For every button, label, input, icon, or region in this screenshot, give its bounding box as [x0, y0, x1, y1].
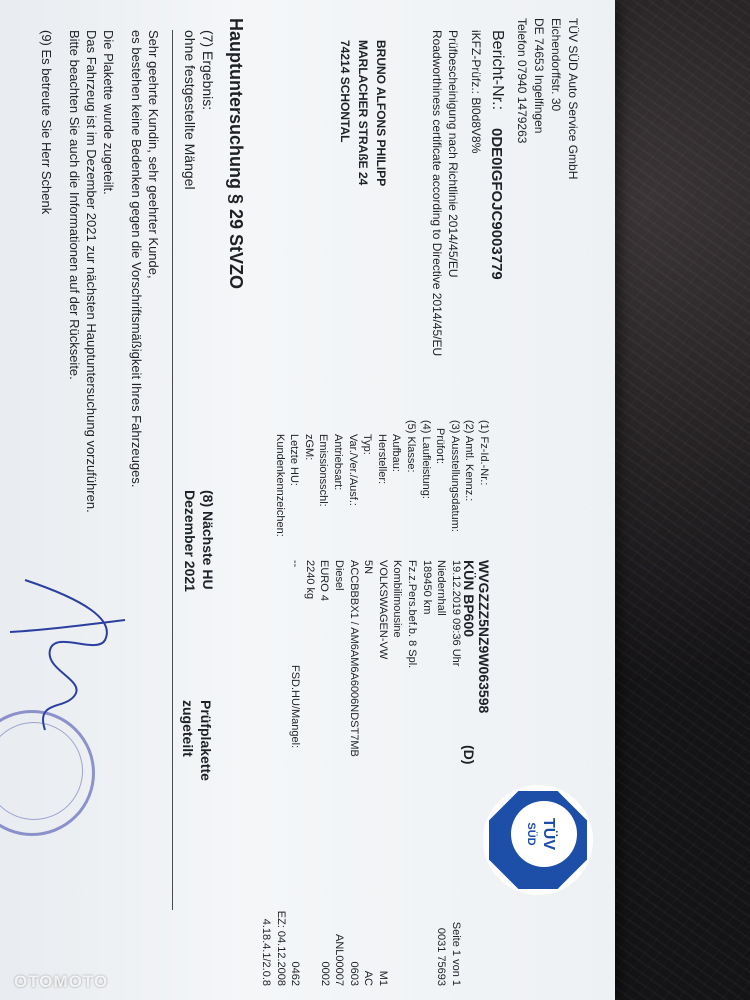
- field-label: Letzte HU:: [288, 434, 301, 486]
- right-value: 0603: [347, 961, 360, 986]
- field-label: (2) Amtl. Kennz.:: [463, 420, 476, 502]
- right-values: [257, 838, 461, 986]
- date-value: 19.12.2019 09:36 Uhr: [449, 560, 462, 667]
- vehicle-values: [286, 560, 491, 757]
- result-value: ohne festgestellte Mängel: [182, 30, 198, 190]
- owner-name: BRUNO ALFONS PHILIPP: [374, 40, 388, 187]
- weight-value: 2240 kg: [303, 560, 316, 600]
- right-value: 0462: [289, 961, 302, 986]
- doc-number: 0031 75693: [435, 927, 448, 986]
- vin-value: WVGZZZ5NZ9W063598: [476, 560, 492, 714]
- field-label: Hersteller:: [375, 434, 388, 485]
- right-value: ANL00007: [333, 934, 346, 986]
- last-hu-value: --: [289, 560, 302, 568]
- field-label: Var./Ver./Ausf.:: [346, 434, 359, 506]
- logo-text-bottom: SÜD: [525, 822, 537, 846]
- variant-value: ACCBBBX1 / AM6AM6A6006NDST7MB: [347, 560, 360, 757]
- owner-address: [339, 40, 387, 186]
- manufacturer-value: VOLKSWAGEN-VW: [376, 560, 389, 660]
- right-value: 0002: [318, 961, 331, 986]
- owner-street: MARLACHER STRAßE 24: [356, 40, 370, 186]
- right-value: AC: [362, 970, 375, 986]
- next-hu-label: (8) Nächste HU: [200, 490, 216, 590]
- ikfz-code: iKFZ-Prüfz.: Bl0d8V8%: [469, 30, 483, 154]
- section-title: Hauptuntersuchung § 29 StVZO: [226, 18, 246, 290]
- field-label: (1) Fz-Id.-Nr.:: [478, 420, 490, 486]
- inspection-code: 4.18.4.1/2.0.8: [260, 918, 273, 986]
- body-line: (9) Es betreute Sie Herr Schenk: [39, 30, 54, 215]
- place-value: Niedernhall: [435, 560, 448, 616]
- field-label: Typ:: [361, 434, 374, 455]
- issuer-phone: Telefon 07940 1479263: [515, 18, 529, 144]
- fuel-value: Diesel: [333, 560, 346, 591]
- page-indicator: Seite 1 von 1: [450, 921, 462, 986]
- class-value: Fz.z.Pers.bef.b. 8 Spl.: [406, 560, 419, 669]
- issuer-address: [516, 18, 579, 179]
- issuer-city: DE 74653 Ingelfingen: [532, 18, 546, 134]
- tuv-sud-logo-icon: [483, 785, 593, 895]
- owner-city: 74214 SCHONTAL: [338, 40, 352, 143]
- fsd-label: FSD.HU/Mangel:: [289, 665, 301, 749]
- right-value: [403, 838, 418, 986]
- plate-suffix: (D): [461, 745, 477, 765]
- emission-value: EURO 4: [318, 560, 331, 601]
- field-label: zGM:: [302, 434, 315, 461]
- field-label: (4) Laufleistung:: [419, 420, 432, 499]
- body-value: Kombilimousine: [391, 560, 404, 638]
- right-value: M1: [377, 970, 390, 986]
- vehicle-labels: [270, 420, 489, 537]
- type-value: 5N: [362, 560, 375, 575]
- body-line: es bestehen keine Bedenken gegen die Vorschriftsmäßigkeit Ihres Fahrzeuges.: [129, 30, 144, 488]
- badge-label: Prüfplakette: [198, 700, 214, 781]
- field-label: (3) Ausstellungsdatum:: [448, 420, 461, 532]
- badge-value: zugeteilt: [180, 700, 196, 757]
- next-hu-value: Dezember 2021: [182, 490, 198, 592]
- first-registration: EZ: 04.12.2008: [274, 910, 287, 986]
- divider: [172, 30, 173, 910]
- right-value: [300, 838, 315, 986]
- field-label: Antriebsart:: [332, 434, 345, 491]
- leather-background: [600, 0, 750, 1000]
- logo-text-top: TÜV: [540, 818, 557, 850]
- result-label: (7) Ergebnis:: [200, 30, 216, 111]
- mileage-value: 189450 km: [420, 560, 433, 615]
- greeting-text: Sehr geehrte Kundin, sehr geehrter Kunde,: [146, 30, 161, 279]
- body-line: Bitte beachten Sie auch die Informationen auf der Rückseite.: [67, 30, 82, 380]
- field-label: Emissionsschl:: [317, 434, 330, 507]
- field-label: (5) Klasse:: [405, 420, 418, 473]
- right-value: [417, 838, 432, 986]
- right-value: [388, 838, 403, 986]
- field-label: Kundenkennzeichen:: [273, 434, 286, 537]
- issuer-name: TÜV SÜD Auto Service GmbH: [566, 18, 580, 180]
- body-line: Das Fahrzeug ist im Dezember 2021 zur nächsten Hauptuntersuchung vorzuführen.: [84, 30, 99, 513]
- watermark-logo: OTOMOTO: [14, 972, 109, 991]
- directive-de: Prüfbescheinigung nach Richtlinie 2014/45/EU: [446, 30, 460, 278]
- issuer-street: Eichendorffstr. 30: [549, 18, 563, 112]
- field-label: Aufbau:: [390, 434, 403, 472]
- report-number: 0DE0IGFOJC9003779: [488, 128, 505, 280]
- field-label: Prüfort:: [434, 428, 447, 465]
- directive-en: Roadworthiness certificate according to Directive 2014/45/EU: [430, 30, 444, 357]
- plate-value: KÜN BP600: [461, 560, 478, 638]
- report-label: Bericht-Nr.:: [489, 30, 506, 111]
- body-line: Die Plakette wurde zugeteilt.: [101, 30, 116, 195]
